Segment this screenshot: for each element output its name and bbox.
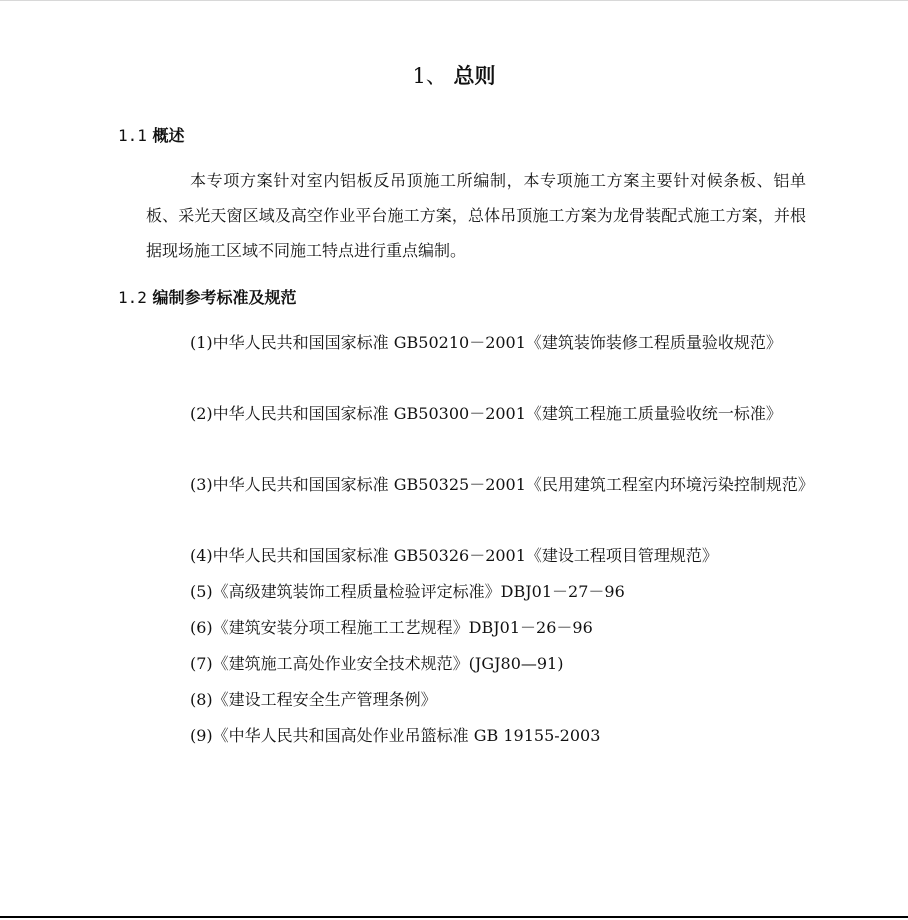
reference-item-7: (7)《建筑施工高处作业安全技术规范》(JGJ80—91) (190, 654, 564, 673)
page-bottom-border (0, 916, 908, 918)
subsection-heading-references (118, 286, 297, 310)
reference-item-8: (8)《建设工程安全生产管理条例》 (190, 690, 437, 709)
subsection-title: 概述 (152, 126, 185, 145)
subsection-heading-overview (118, 124, 185, 148)
subsection-title: 编制参考标准及规范 (152, 288, 297, 307)
reference-item-3: (3)中华人民共和国国家标准 GB50325－2001《民用建筑工程室内环境污染控制规范》 (190, 475, 814, 494)
reference-item-4: (4)中华人民共和国国家标准 GB50326－2001《建设工程项目管理规范》 (190, 546, 718, 565)
section-title (0, 60, 908, 92)
section-heading-text: 总则 (453, 64, 496, 88)
overview-paragraph: 本专项方案针对室内铝板反吊顶施工所编制，本专项施工方案主要针对候条板、铝单板、采光天窗区域及高空作业平台施工方案，总体吊顶施工方案为龙骨装配式施工方案，并根据现场施工区域不同施工特点进行重点编制。 (146, 171, 806, 260)
reference-item-1: (1)中华人民共和国国家标准 GB50210－2001《建筑装饰装修工程质量验收规范》 (190, 333, 782, 352)
page-top-border (0, 0, 908, 1)
subsection-number: 1.2 (118, 288, 147, 307)
subsection-number: 1.1 (118, 126, 147, 145)
reference-item-5: (5)《高级建筑装饰工程质量检验评定标准》DBJ01－27－96 (190, 582, 625, 601)
section-number: 1、 (412, 64, 447, 88)
reference-item-6: (6)《建筑安装分项工程施工工艺规程》DBJ01－26－96 (190, 618, 593, 637)
reference-item-2: (2)中华人民共和国国家标准 GB50300－2001《建筑工程施工质量验收统一标准》 (190, 404, 782, 423)
reference-item-9: (9)《中华人民共和国高处作业吊篮标准 GB 19155-2003 (190, 726, 601, 745)
